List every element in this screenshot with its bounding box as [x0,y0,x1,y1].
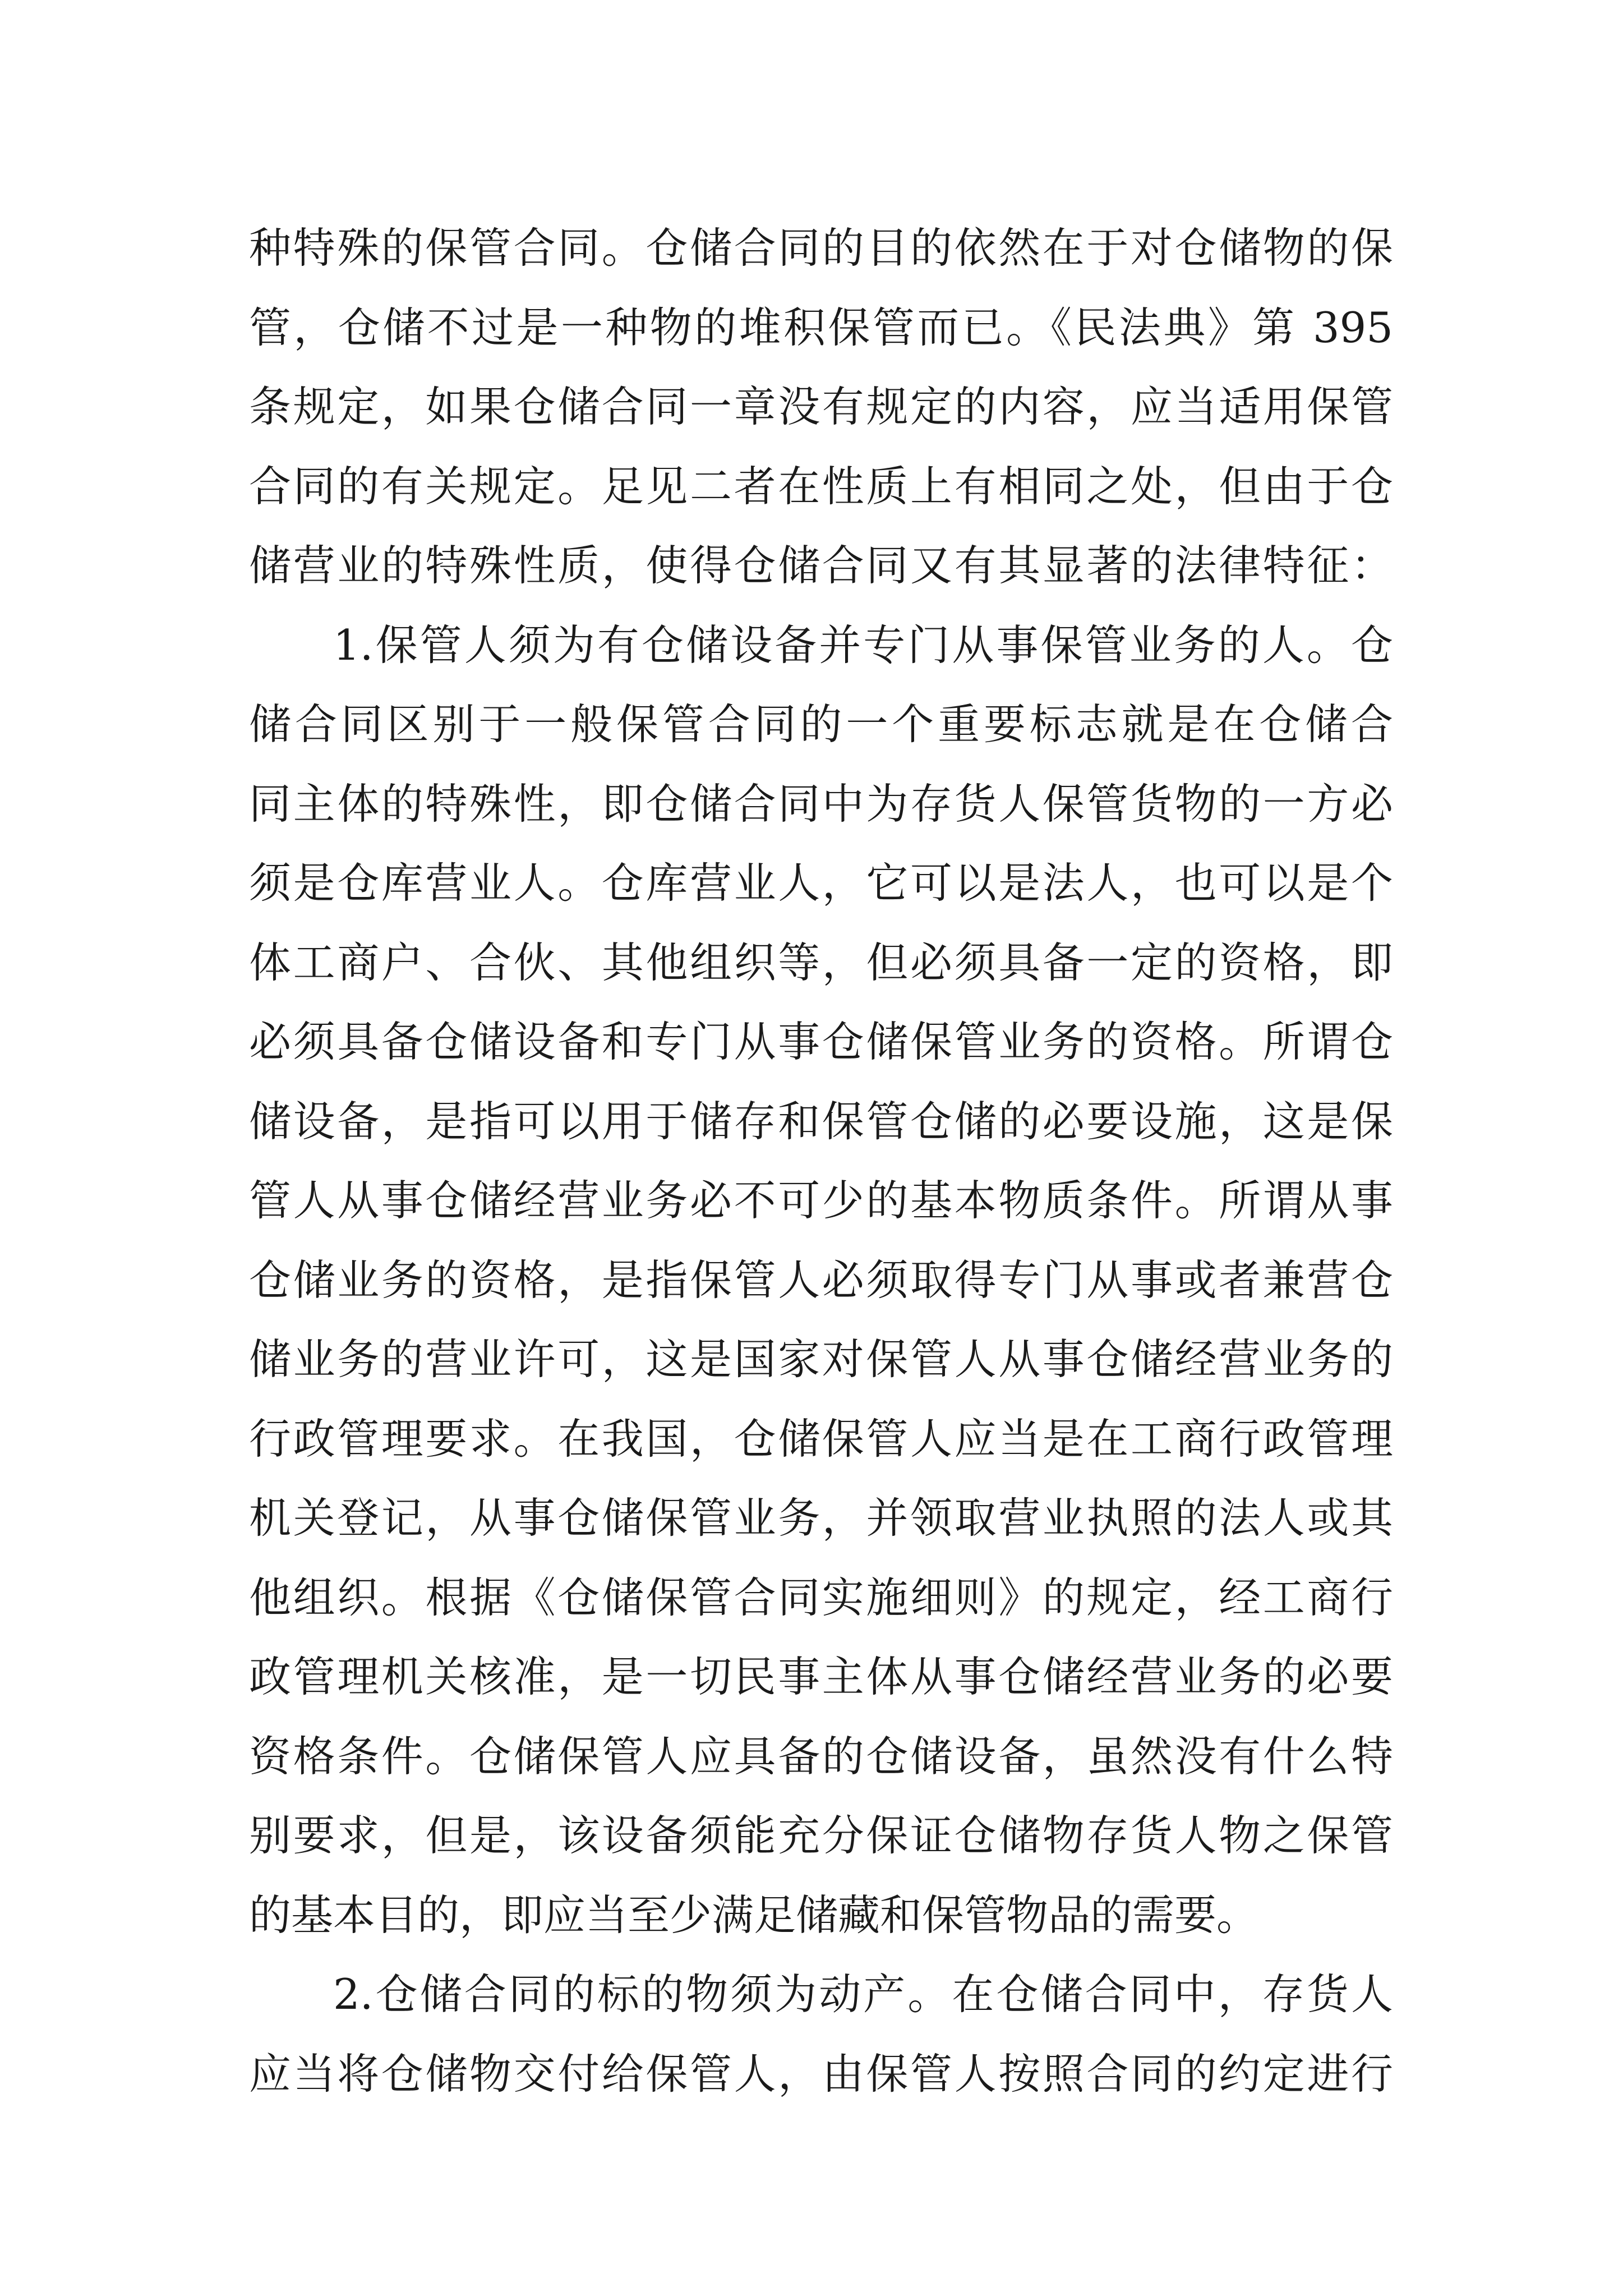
text-line: 须是仓库营业人。仓库营业人，它可以是法人，也可以是个 [249,858,1393,908]
text-line: 条规定，如果仓储合同一章没有规定的内容，应当适用保管 [249,382,1393,431]
text-line: 管人从事仓储经营业务必不可少的基本物质条件。所谓从事 [249,1176,1393,1225]
text-line: 资格条件。仓储保管人应具备的仓储设备，虽然没有什么特 [249,1731,1393,1781]
text-line: 同主体的特殊性，即仓储合同中为存货人保管货物的一方必 [249,779,1393,829]
text-line: 政管理机关核准，是一切民事主体从事仓储经营业务的必要 [249,1652,1393,1701]
text-line: 体工商户、合伙、其他组织等，但必须具备一定的资格，即 [249,937,1393,987]
text-line: 他组织。根据《仓储保管合同实施细则》的规定，经工商行 [249,1572,1393,1622]
body-text [249,209,1393,2114]
text-line: 管，仓储不过是一种物的堆积保管而已。《民法典》第 395 [249,302,1393,352]
text-line: 储设备，是指可以用于储存和保管仓储的必要设施，这是保 [249,1096,1393,1146]
text-line: 的基本目的，即应当至少满足储藏和保管物品的需要。 [249,1890,1259,1940]
text-line: 别要求，但是，该设备须能充分保证仓储物存货人物之保管 [249,1811,1393,1860]
text-line: 储合同区别于一般保管合同的一个重要标志就是在仓储合 [249,700,1393,749]
text-line: 种特殊的保管合同。仓储合同的目的依然在于对仓储物的保 [249,223,1393,273]
text-line: 储业务的营业许可，这是国家对保管人从事仓储经营业务的 [249,1335,1393,1384]
text-line: 应当将仓储物交付给保管人，由保管人按照合同的约定进行 [249,2049,1393,2099]
paragraph [249,606,1393,1955]
text-line: 机关登记，从事仓储保管业务，并领取营业执照的法人或其 [249,1493,1393,1543]
text-line: 行政管理要求。在我国，仓储保管人应当是在工商行政管理 [249,1414,1393,1464]
text-line: 2.仓储合同的标的物须为动产。在仓储合同中，存货人 [333,1970,1393,2019]
text-line: 储营业的特殊性质，使得仓储合同又有其显著的法律特征： [249,541,1393,590]
text-line: 必须具备仓储设备和专门从事仓储保管业务的资格。所谓仓 [249,1017,1393,1066]
text-line: 1.保管人须为有仓储设备并专门从事保管业务的人。仓 [333,620,1393,670]
paragraph [249,1955,1393,2114]
text-line: 合同的有关规定。足见二者在性质上有相同之处，但由于仓 [249,461,1393,511]
text-line: 仓储业务的资格，是指保管人必须取得专门从事或者兼营仓 [249,1255,1393,1305]
paragraph [249,209,1393,606]
